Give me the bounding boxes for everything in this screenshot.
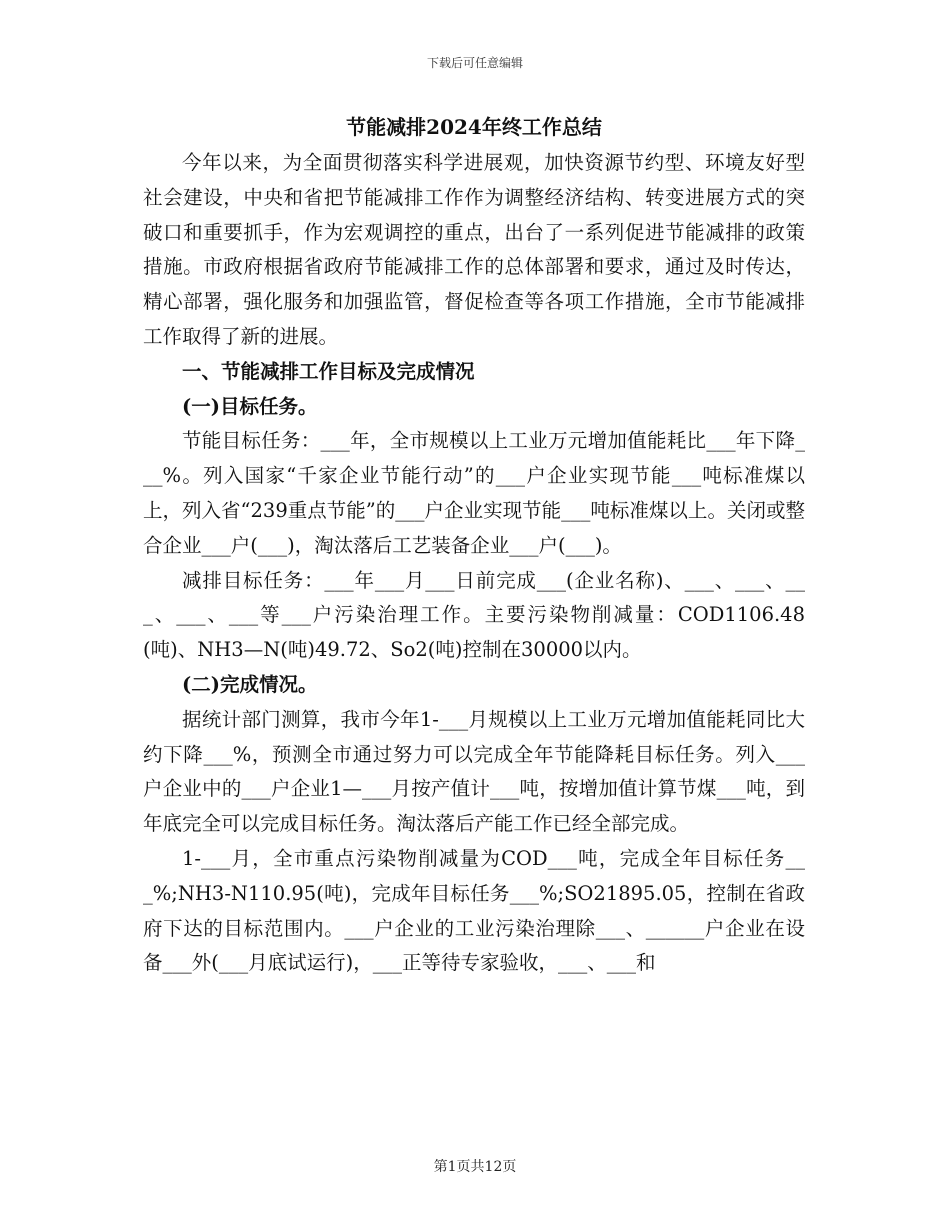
intro-paragraph: 今年以来，为全面贯彻落实科学进展观，加快资源节约型、环境友好型社会建设，中央和省把节能减排工作作为调整经济结构、转变进展方式的突破口和重要抓手，作为宏观调控的重点，出台了一系列促进节能减排的政策措施。市政府根据省政府节能减排工作的总体部署和要求，通过及时传达，精心部署，强化服务和加强监管，督促检查等各项工作措施，全市节能减排工作取得了新的进展。	[143, 151, 805, 348]
energy-target-paragraph: 节能目标任务：___年，全市规模以上工业万元增加值能耗比___年下降___%。列入国家“千家企业节能行动”的___户企业实现节能___吨标准煤以上，列入省“239重点节能”的___户企业实现节能___吨标准煤以上。关闭或整合企业___户(___)，淘汰落后工艺装备企业___户(___)。	[143, 429, 805, 557]
subsection-heading-completion: (二)完成情况。	[182, 672, 318, 696]
header-note: 下载后可任意编辑	[426, 56, 523, 70]
emission-target-paragraph: 减排目标任务：___年___月___日前完成___(企业名称)、___、___、___、___、___等___户污染治理工作。主要污染物削减量：COD1106.48(吨)、NH3—N(吨)49.72、So2(吨)控制在30000以内。	[143, 568, 805, 662]
document-body	[143, 112, 805, 981]
pollutant-paragraph: 1-___月，全市重点污染物削减量为COD___吨，完成全年目标任务___%;NH3-N110.95(吨)，完成年目标任务___%;SO21895.05，控制在省政府下达的目标范围内。___户企业的工业污染治理除___、______户企业在设备___外(___月底试运行)，___正等待专家验收，___、___和	[143, 846, 805, 975]
page-footer: 第1页共12页	[433, 1159, 517, 1175]
completion-paragraph: 据统计部门测算，我市今年1-___月规模以上工业万元增加值能耗同比大约下降___%，预测全市通过努力可以完成全年节能降耗目标任务。列入___户企业中的___户企业1—___月按产值计___吨，按增加值计算节煤___吨，到年底完全可以完成目标任务。淘汰落后产能工作已经全部完成。	[143, 707, 805, 836]
subsection-heading-targets: (一)目标任务。	[182, 394, 318, 418]
document-title: 节能减排2024年终工作总结	[346, 115, 602, 139]
section-heading: 一、节能减排工作目标及完成情况	[182, 359, 475, 383]
